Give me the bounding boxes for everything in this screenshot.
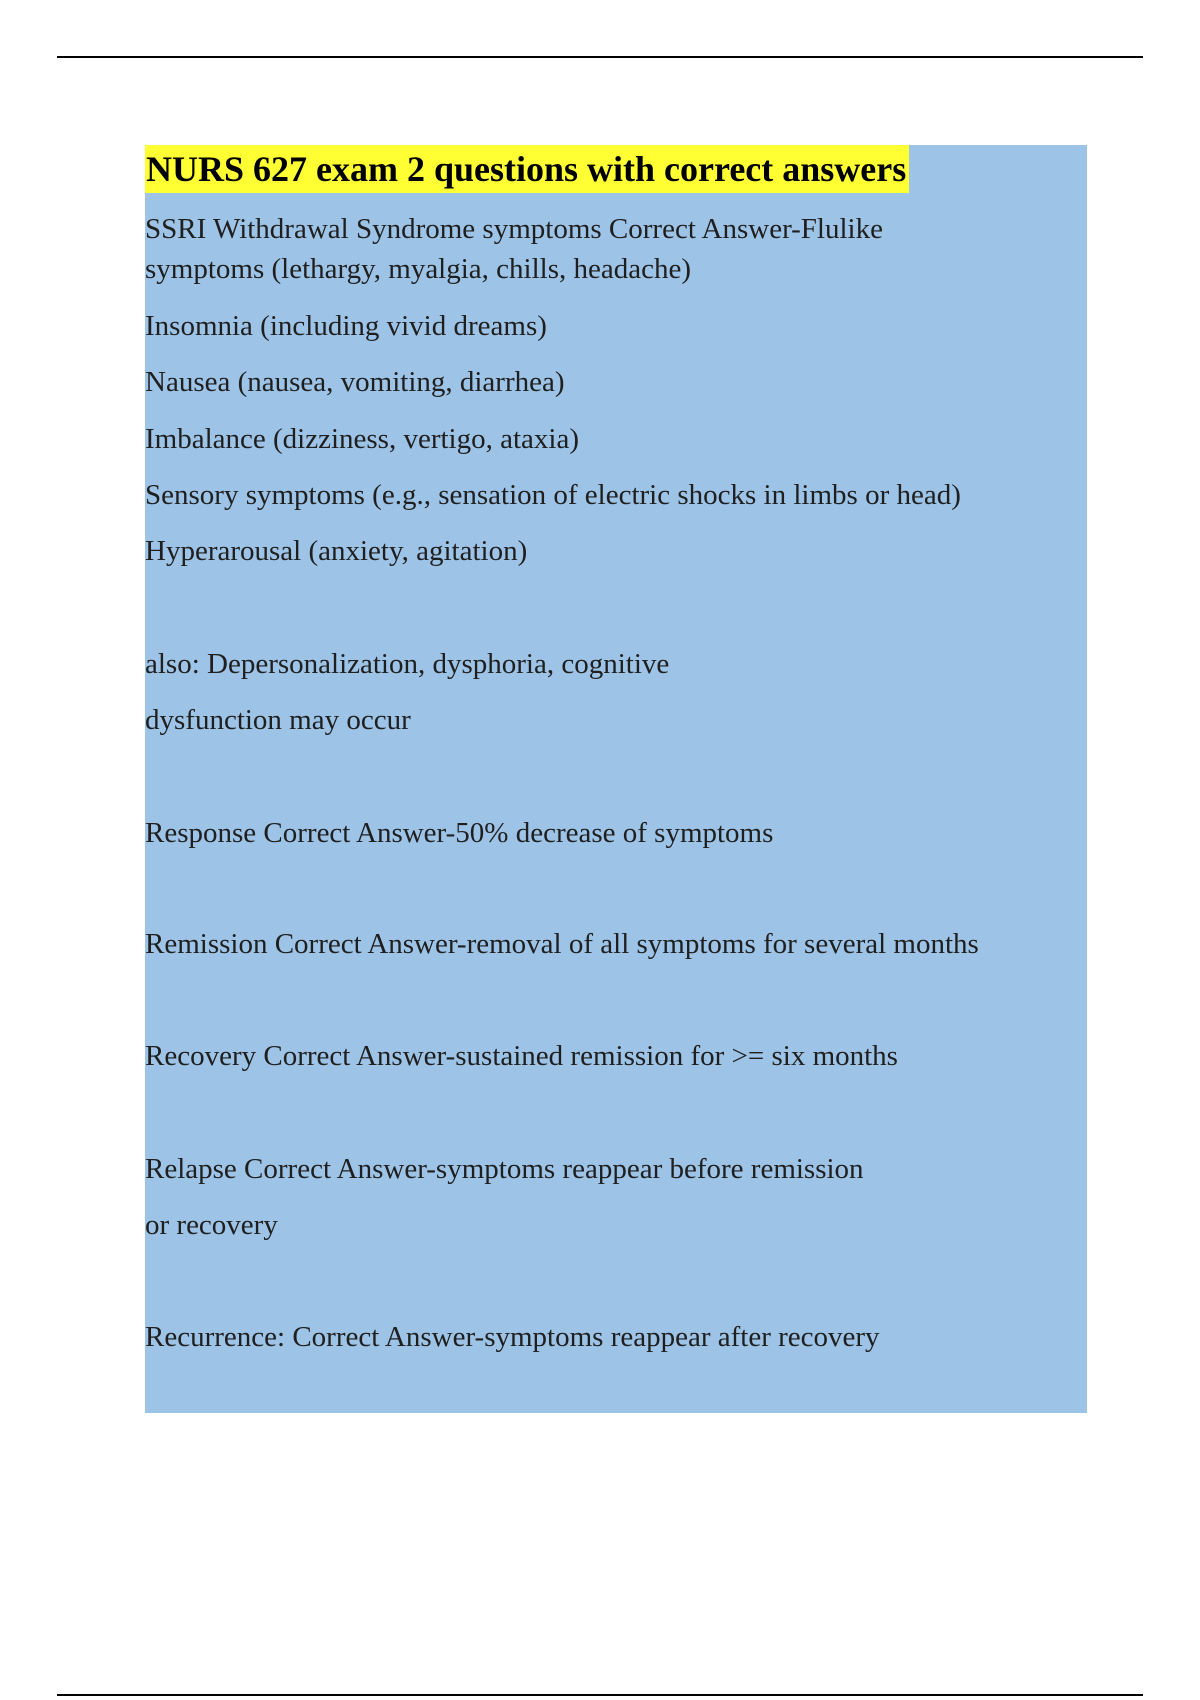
text-line: Insomnia (including vivid dreams) <box>145 310 547 342</box>
document-title: NURS 627 exam 2 questions with correct answers <box>145 145 909 193</box>
text-line: also: Depersonalization, dysphoria, cognitive <box>145 648 670 680</box>
text-line: Nausea (nausea, vomiting, diarrhea) <box>145 366 565 398</box>
text-line: symptoms (lethargy, myalgia, chills, headache) <box>145 253 692 285</box>
top-rule <box>57 56 1143 58</box>
text-line: dysfunction may occur <box>145 704 411 736</box>
text-line: Sensory symptoms (e.g., sensation of electric shocks in limbs or head) <box>145 479 961 511</box>
text-line: Recovery Correct Answer-sustained remission for >= six months <box>145 1040 898 1072</box>
text-line: SSRI Withdrawal Syndrome symptoms Correct Answer-Flulike <box>145 213 883 245</box>
text-line: Response Correct Answer-50% decrease of symptoms <box>145 817 774 849</box>
text-line: Recurrence: Correct Answer-symptoms reappear after recovery <box>145 1321 880 1353</box>
text-line: Imbalance (dizziness, vertigo, ataxia) <box>145 423 579 455</box>
flashcard-content-block <box>145 145 1087 1413</box>
text-line: Remission Correct Answer-removal of all symptoms for several months <box>145 928 979 960</box>
text-line: Relapse Correct Answer-symptoms reappear before remission <box>145 1153 864 1185</box>
text-line: or recovery <box>145 1209 278 1241</box>
bottom-rule <box>57 1694 1143 1696</box>
text-line: Hyperarousal (anxiety, agitation) <box>145 535 528 567</box>
